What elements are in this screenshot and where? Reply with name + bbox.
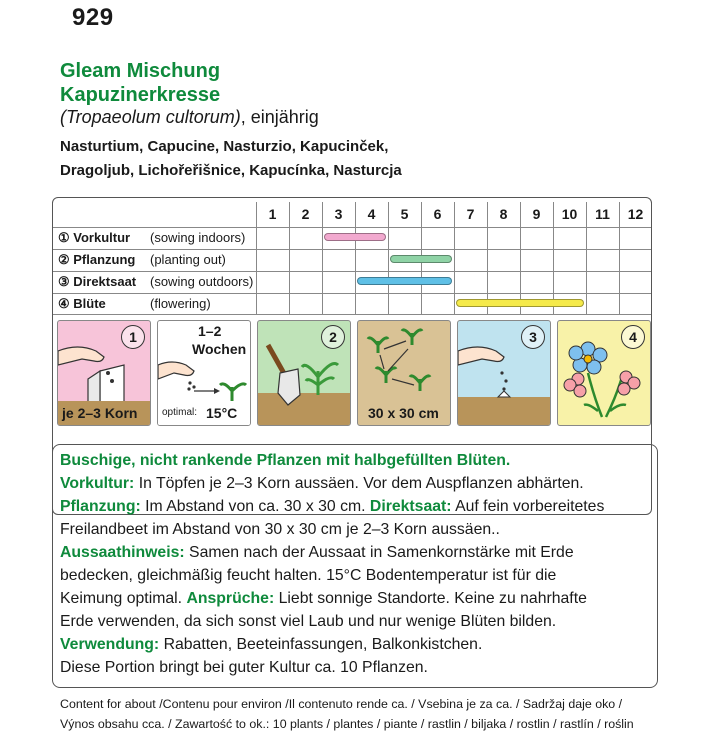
grid-line — [53, 271, 651, 272]
grid-column-line — [322, 202, 323, 314]
content-footer-line-1: Content for about /Contenu pour environ /Il contenuto rende ca. / Vsebina je za ca. / Sadržaj daje oko / — [60, 697, 623, 711]
keimung-text: Keimung optimal. — [60, 590, 187, 607]
vorkultur-label: Vorkultur: — [60, 475, 135, 492]
panel-flowering — [557, 320, 651, 426]
row-label-direktsaat — [58, 274, 136, 290]
month-5: 5 — [400, 206, 409, 222]
calendar-bar-0 — [324, 233, 386, 241]
row-label-text: ④ Blüte — [58, 296, 106, 311]
calendar-bar-3 — [456, 299, 584, 307]
row-sub-vorkultur: (sowing indoors) — [150, 230, 246, 245]
month-8: 8 — [499, 206, 508, 222]
info-line-vorkultur — [60, 475, 584, 493]
month-11: 11 — [595, 206, 610, 222]
info-line-6: bedecken, gleichmäßig feucht halten. 15°C Bodentemperatur ist für die — [60, 567, 557, 584]
calendar-bar-2 — [357, 277, 452, 285]
vorkultur-text: In Töpfen je 2–3 Korn aussäen. Vor dem Auspflanzen abhärten. — [134, 475, 584, 492]
direktsaat-label: Direktsaat: — [369, 498, 452, 515]
content-footer-line-2: Výnos obsahu cca. / Zawartość to ok.: 10 plants / plantes / piante / rastlin / biljaka / rostlin / rastlín / roślin — [60, 717, 634, 731]
info-line-ansprueche — [60, 590, 587, 608]
grid-column-line — [289, 202, 290, 314]
row-label-bluete — [58, 296, 106, 312]
grid-column-line — [355, 202, 356, 314]
variety-title: Gleam Mischung — [60, 60, 221, 82]
optimal-label: optimal: — [162, 407, 198, 418]
plant-title: Kapuzinerkresse — [60, 84, 221, 106]
weeks-number: 1–2 — [198, 323, 222, 339]
row-label-text: ② Pflanzung — [58, 252, 136, 267]
row-label-text: ③ Direktsaat — [58, 274, 137, 289]
month-10: 10 — [561, 206, 578, 222]
month-4: 4 — [367, 206, 376, 222]
direktsaat-text: Auf fein vorbereitetes — [451, 498, 605, 515]
month-6: 6 — [433, 206, 442, 222]
latin-name-text: (Tropaeolum cultorum) — [60, 107, 241, 127]
row-sub-direktsaat: (sowing outdoors) — [150, 274, 254, 289]
month-3: 3 — [334, 206, 343, 222]
ansprueche-text: Liebt sonnige Standorte. Keine zu nahrhafte — [274, 590, 587, 607]
common-names-line-1: Nasturtium, Capucine, Nasturzio, Kapucinček, — [60, 138, 389, 155]
grid-column-line — [256, 202, 257, 314]
month-12: 12 — [627, 206, 644, 222]
grid-line — [53, 314, 651, 315]
verwendung-label: Verwendung: — [60, 636, 160, 653]
verwendung-text: Rabatten, Beeteinfassungen, Balkonkistchen. — [159, 636, 483, 653]
grid-column-line — [388, 202, 389, 314]
info-line-verwendung — [60, 636, 482, 654]
aussaat-text: Samen nach der Aussaat in Samenkornstärke mit Erde — [184, 544, 574, 561]
caption-je-korn: je 2–3 Korn — [62, 405, 138, 421]
panel-sowing-outdoors — [457, 320, 551, 426]
common-names-line-2: Dragoljub, Lichořeřišnice, Kapucínka, Nasturcja — [60, 162, 402, 179]
temperature-value: 15°C — [206, 405, 238, 421]
grid-line — [53, 293, 651, 294]
row-label-vorkultur — [58, 230, 130, 246]
latin-name — [60, 107, 319, 128]
panel-germination — [157, 320, 251, 426]
row-sub-pflanzung: (planting out) — [150, 252, 226, 267]
info-headline — [60, 452, 510, 470]
grid-column-line — [619, 202, 620, 314]
grid-column-line — [487, 202, 488, 314]
grid-column-line — [454, 202, 455, 314]
step-badge-4: 4 — [621, 325, 645, 349]
calendar-bar-1 — [390, 255, 452, 263]
info-line-8: Erde verwenden, da sich sonst viel Laub und nur wenige Blüten bilden. — [60, 613, 557, 630]
grid-column-line — [553, 202, 554, 314]
spacing-caption: 30 x 30 cm — [368, 405, 439, 421]
panel-spacing — [357, 320, 451, 426]
grid-column-line — [520, 202, 521, 314]
row-label-pflanzung — [58, 252, 135, 268]
product-number: 929 — [72, 4, 114, 31]
step-badge-3: 3 — [521, 325, 545, 349]
info-line-aussaat — [60, 544, 574, 562]
panel-planting-out — [257, 320, 351, 426]
month-7: 7 — [466, 206, 475, 222]
aussaat-label: Aussaathinweis: — [60, 544, 185, 561]
grid-line — [53, 227, 651, 228]
info-line-4: Freilandbeet im Abstand von 30 x 30 cm je 2–3 Korn aussäen.. — [60, 521, 500, 538]
month-1: 1 — [268, 206, 277, 222]
info-line-pflanzung — [60, 498, 604, 516]
step-badge-1: 1 — [121, 325, 145, 349]
ansprueche-label: Ansprüche: — [186, 590, 275, 607]
pflanzung-label: Pflanzung: — [60, 498, 141, 515]
pflanzung-text: Im Abstand von ca. 30 x 30 cm. — [140, 498, 370, 515]
row-sub-bluete: (flowering) — [150, 296, 211, 311]
month-9: 9 — [532, 206, 541, 222]
headline-text: Buschige, nicht rankende Pflanzen mit halbgefüllten Blüten. — [60, 452, 511, 469]
panel-sowing-indoors — [57, 320, 151, 426]
info-line-portion: Diese Portion bringt bei guter Kultur ca. 10 Pflanzen. — [60, 659, 428, 676]
weeks-label: Wochen — [192, 341, 247, 357]
step-badge-2: 2 — [321, 325, 345, 349]
row-label-text: ① Vorkultur — [58, 230, 131, 245]
annual-text: , einjährig — [240, 107, 319, 127]
month-2: 2 — [301, 206, 310, 222]
grid-line — [53, 249, 651, 250]
grid-column-line — [586, 202, 587, 314]
